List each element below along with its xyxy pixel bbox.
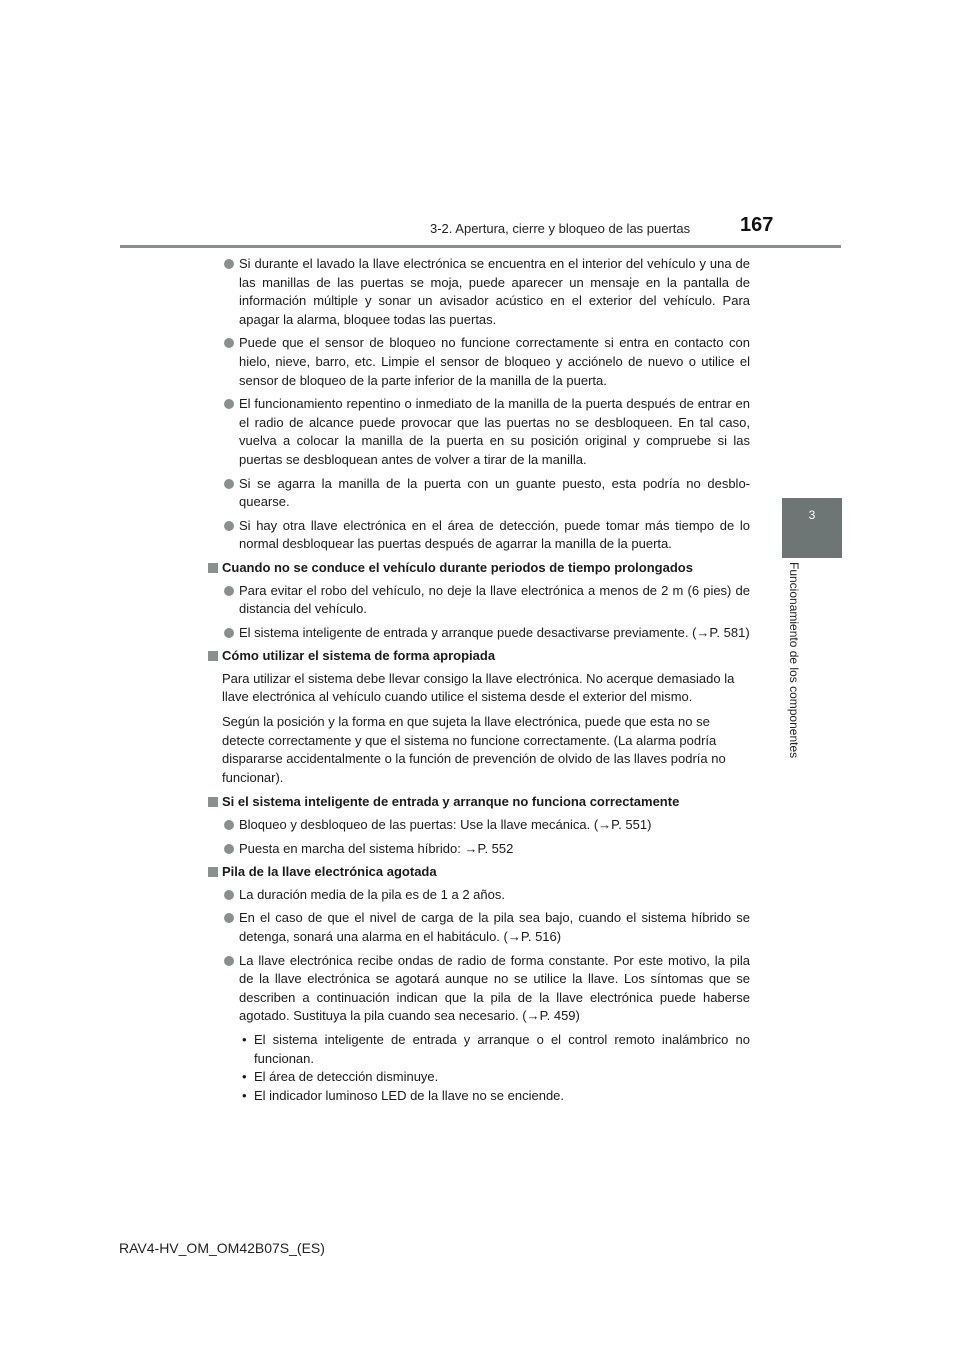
section-heading-text: Cómo utilizar el sistema de forma apropiada [222,648,496,664]
list-item [222,840,750,859]
paragraph: Según la posición y la forma en que sujeta la llave electrónica, puede que esta no se detecte correctamente y que el sistema no funcione correctamente. (La alarma podría dispararse accidentalmente o la función de prevención de olvido de las llaves podría no funcionar). [222,714,726,785]
list-item-text: Si se agarra la manilla de la puerta con un guante puesto, esta podría no desblo-quearse. [239,475,750,510]
page-content [222,255,750,1105]
section-heading-text: Pila de la llave electrónica agotada [222,864,437,880]
list-item-text: La duración media de la pila es de 1 a 2 años. [239,886,505,902]
list-item [222,952,750,1026]
list-item [222,255,750,329]
list-item [222,395,750,469]
paragraph: Para utilizar el sistema debe llevar consigo la llave electrónica. No acerque demasiado la llave electrónica al vehículo cuando utilice el sistema desde el exterior del mismo. [222,670,735,705]
sub-list-item-text: El indicador luminoso LED de la llave no se enciende. [254,1087,565,1103]
chapter-tab[interactable] [782,498,842,558]
bullet-icon [224,890,234,900]
bullet-icon [224,628,234,638]
list-item-text: El sistema inteligente de entrada y arranque puede desactivarse previamente. (→P. 581) [239,624,750,640]
list-item [222,475,750,512]
chapter-tab-number: 3 [808,508,816,522]
sub-list-item [240,1068,750,1087]
sub-list-item-text: El área de detección disminuye. [254,1069,439,1085]
list-item-text: Puesta en marcha del sistema híbrido: →P. 552 [239,840,514,856]
bullet-icon [224,820,234,830]
header-section-title: 3-2. Apertura, cierre y bloqueo de las puertas [430,221,691,236]
bullet-icon [224,844,234,854]
header-rule [120,245,841,248]
sub-list-item [240,1087,750,1106]
list-item [222,886,750,905]
section-heading-text: Cuando no se conduce el vehículo durante periodos de tiempo prolongados [222,559,693,575]
sub-list-item [240,1031,750,1068]
bullet-icon [224,913,234,923]
bullet-icon [224,259,234,269]
sub-list-item-text: El sistema inteligente de entrada y arranque o el control remoto inalámbrico no funcionan. [254,1031,750,1066]
section-heading [222,559,750,578]
square-bullet-icon [208,797,218,807]
bullet-icon [224,479,234,489]
square-bullet-icon [208,651,218,661]
section-heading-text: Si el sistema inteligente de entrada y arranque no funciona correctamente [222,794,680,810]
list-item [222,582,750,619]
list-item-text: En el caso de que el nivel de carga de la pila sea bajo, cuando el sistema híbrido se detenga, sonará una alarma en el habitáculo. (→P. 516) [239,910,750,944]
page-number: 167 [740,214,774,236]
list-item [222,816,750,835]
chapter-label-wrap [785,562,805,798]
bullet-icon [224,399,234,409]
list-item-text: Puede que el sensor de bloqueo no funcione correctamente si entra en contacto con hielo, nieve, barro, etc. Limpie el sensor de bloqueo y acciónelo de nuevo o utilice el sensor de bloqueo de la parte inferior de la manilla de la puerta. [239,335,750,388]
list-item [222,909,750,946]
list-item [222,334,750,390]
list-item-text: Si hay otra llave electrónica en el área de detección, puede tomar más tiempo de lo normal desbloquear las puertas después de agarrar la manilla de la puerta. [239,517,750,552]
section-heading [222,647,750,666]
bullet-icon [224,338,234,348]
chapter-label: Funcionamiento de los componentes [787,562,801,759]
list-item-text: Si durante el lavado la llave electrónica se encuentra en el interior del vehículo y una de las manillas de las puertas se moja, puede aparecer un mensaje en la pantalla de información múltiple y sonar un avisador acústico en el exterior del vehículo. Para apagar la alarma, bloquee todas las puertas. [239,256,750,327]
list-item-text: Bloqueo y desbloqueo de las puertas: Use la llave mecánica. (→P. 551) [239,817,652,833]
bullet-icon [224,586,234,596]
list-item-text: La llave electrónica recibe ondas de radio de forma constante. Por este motivo, la pila de la llave electrónica se agotará aunque no se utilice la llave. Los síntomas que se describen a continuación indican que la pila de la llave electrónica puede haberse agotado. Sustituya la pila cuando sea necesario. (→P. 459) [239,952,750,1024]
footer-code: RAV4-HV_OM_OM42B07S_(ES) [119,1240,325,1256]
list-item [222,624,750,643]
list-item-text: Para evitar el robo del vehículo, no deje la llave electrónica a menos de 2 m (6 pies) de distancia del vehículo. [239,582,750,617]
sub-bullet-icon: • [242,1031,247,1047]
square-bullet-icon [208,867,218,877]
section-heading [222,863,750,882]
sub-bullet-icon: • [242,1087,247,1103]
square-bullet-icon [208,563,218,573]
sub-bullet-icon: • [242,1069,247,1085]
bullet-icon [224,521,234,531]
bullet-icon [224,956,234,966]
list-item-text: El funcionamiento repentino o inmediato de la manilla de la puerta después de entrar en el radio de alcance puede provocar que las puertas no se desbloqueen. En tal caso, vuelva a colocar la manilla de la puerta en su posición original y compruebe si las puertas se desbloquean antes de volver a tirar de la manilla. [239,396,750,467]
section-heading [222,793,750,812]
list-item [222,517,750,554]
